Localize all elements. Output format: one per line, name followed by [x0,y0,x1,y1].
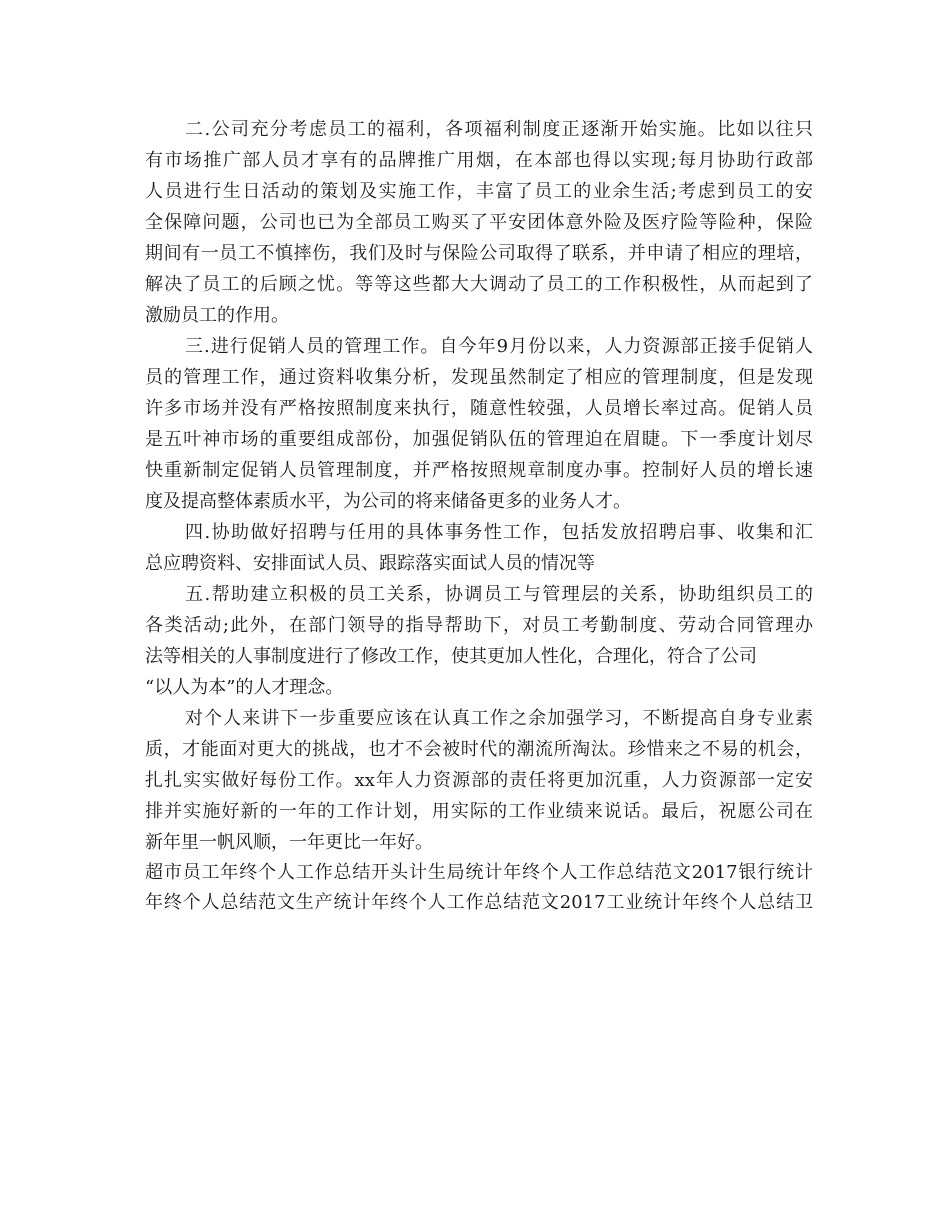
paragraph-line: 扎扎实实做好每份工作。xx年人力资源部的责任将更加沉重，人力资源部一定安 [145,770,813,791]
paragraph-line: “以人为本”的人才理念。 [145,677,344,698]
document-body [145,114,813,918]
paragraph-line: 各类活动;此外，在部门领导的指导帮助下，对员工考勤制度、劳动合同管理办 [145,615,813,636]
paragraph-line: 全保障问题，公司也已为全部员工购买了平安团体意外险及医疗险等险种，保险 [145,212,813,233]
paragraph-line: 解决了员工的后顾之忧。等等这些都大大调动了员工的工作积极性，从而起到了 [145,274,813,295]
paragraph-line: 对个人来讲下一步重要应该在认真工作之余加强学习，不断提高自身专业素 [185,708,813,729]
paragraph-line: 法等相关的人事制度进行了修改工作，使其更加人性化，合理化，符合了公司 [145,646,757,667]
paragraph-line: 度及提高整体素质水平，为公司的将来储备更多的业务人才。 [145,491,631,512]
paragraph-line: 排并实施好新的一年的工作计划，用实际的工作业绩来说话。最后，祝愿公司在 [145,801,813,822]
paragraph-line: 许多市场并没有严格按照制度来执行，随意性较强，人员增长率过高。促销人员 [145,398,813,419]
paragraph-recruitment [145,517,813,579]
paragraph-promoters [145,331,813,517]
paragraph-line: 期间有一员工不慎摔伤，我们及时与保险公司取得了联系，并申请了相应的理培， [145,243,813,264]
related-articles-line: 年终个人总结范文生产统计年终个人工作总结范文2017工业统计年终个人总结卫 [145,892,813,913]
paragraph-line: 快重新制定促销人员管理制度，并严格按照规章制度办事。控制好人员的增长速 [145,460,813,481]
paragraph-line: 员的管理工作，通过资料收集分析，发现虽然制定了相应的管理制度，但是发现 [145,367,813,388]
paragraph-line: 新年里一帆风顺，一年更比一年好。 [145,832,433,853]
paragraph-line: 质，才能面对更大的挑战，也才不会被时代的潮流所淘汰。珍惜来之不易的机会， [145,739,813,760]
paragraph-line: 人员进行生日活动的策划及实施工作，丰富了员工的业余生活;考虑到员工的安 [145,181,813,202]
paragraph-line: 总应聘资料、安排面试人员、跟踪落实面试人员的情况等 [145,553,595,574]
paragraph-welfare [145,114,813,331]
paragraph-personal-outlook [145,703,813,858]
paragraph-line: 二.公司充分考虑员工的福利，各项福利制度正逐渐开始实施。比如以往只 [185,119,813,140]
related-articles [145,858,813,918]
paragraph-line: 三.进行促销人员的管理工作。自今年9月份以来，人力资源部正接手促销人 [185,336,813,357]
paragraph-relations [145,579,813,703]
paragraph-line: 有市场推广部人员才享有的品牌推广用烟，在本部也得以实现;每月协助行政部 [145,150,813,171]
paragraph-line: 四.协助做好招聘与任用的具体事务性工作，包括发放招聘启事、收集和汇 [185,522,813,543]
paragraph-line: 激励员工的作用。 [145,305,289,326]
paragraph-line: 是五叶神市场的重要组成部份，加强促销队伍的管理迫在眉睫。下一季度计划尽 [145,429,813,450]
related-articles-line: 超市员工年终个人工作总结开头计生局统计年终个人工作总结范文2017银行统计 [145,862,813,883]
paragraph-line: 五.帮助建立积极的员工关系，协调员工与管理层的关系，协助组织员工的 [185,584,813,605]
